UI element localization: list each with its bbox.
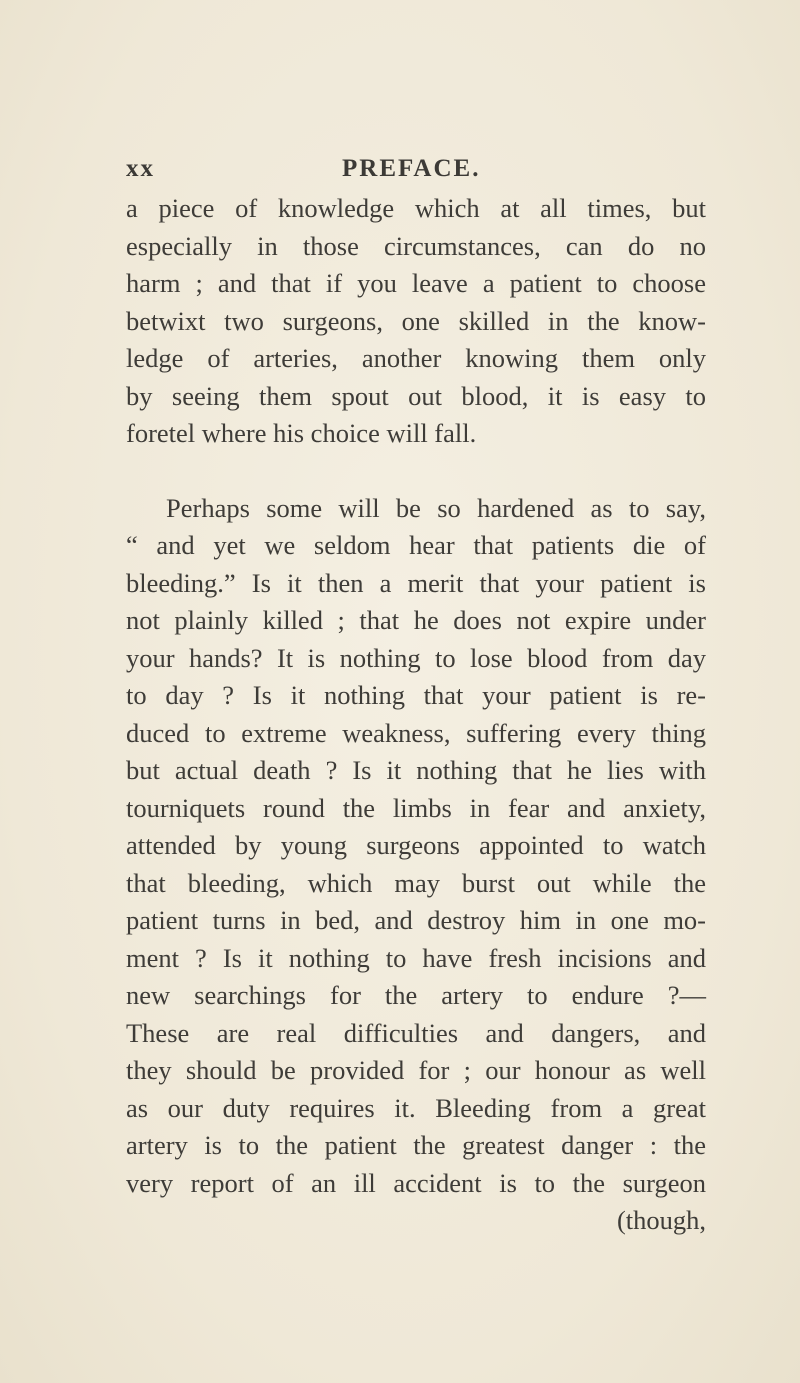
text-line: ledge of arteries, another knowing them only <box>126 343 706 373</box>
text-line: very report of an ill accident is to the surgeon <box>126 1167 706 1198</box>
text-line: but actual death ? Is it nothing that he lies with <box>126 755 706 785</box>
text-line: your hands? It is nothing to lose blood from day <box>126 642 706 673</box>
text-line: harm ; and that if you leave a patient to choose <box>126 268 706 298</box>
text-line: ment ? Is it nothing to have fresh incisions and <box>126 942 706 973</box>
text-line: new searchings for the artery to endure ?— <box>126 980 706 1010</box>
text-line: “ and yet we seldom hear that patients die of <box>126 530 706 560</box>
text-line: Perhaps some will be so hardened as to say, <box>166 492 706 523</box>
text-line: artery is to the patient the greatest danger : the <box>126 1130 706 1160</box>
text-line: they should be provided for ; our honour as well <box>126 1055 706 1085</box>
text-line: that bleeding, which may burst out while the <box>126 867 706 898</box>
text-line: not plainly killed ; that he does not expire under <box>126 605 706 635</box>
text-line: tourniquets round the limbs in fear and anxiety, <box>126 792 706 823</box>
text-line: attended by young surgeons appointed to watch <box>126 830 706 860</box>
catchword: (though, <box>616 1205 706 1235</box>
text-line: These are real difficulties and dangers, and <box>126 1017 706 1048</box>
text-line: especially in those circumstances, can do no <box>126 230 706 261</box>
paragraph-gap <box>126 453 706 490</box>
text-line: patient turns in bed, and destroy him in one mo- <box>126 905 706 935</box>
running-title: PREFACE. <box>342 155 481 182</box>
body-text <box>126 190 706 1240</box>
page-number: xx <box>126 155 155 182</box>
text-line: bleeding.” Is it then a merit that your patient is <box>126 567 706 598</box>
text-line: foretel where his choice will fall. <box>126 418 477 448</box>
text-line: duced to extreme weakness, suffering every thing <box>126 717 706 748</box>
text-line: by seeing them spout out blood, it is easy to <box>126 380 706 411</box>
text-line: betwixt two surgeons, one skilled in the know- <box>126 305 706 336</box>
paragraph-2 <box>126 490 706 1240</box>
text-line: to day ? Is it nothing that your patient is re- <box>126 680 706 710</box>
text-line: a piece of knowledge which at all times, but <box>126 193 706 223</box>
text-line: as our duty requires it. Bleeding from a great <box>126 1092 706 1123</box>
paragraph-1 <box>126 190 706 453</box>
